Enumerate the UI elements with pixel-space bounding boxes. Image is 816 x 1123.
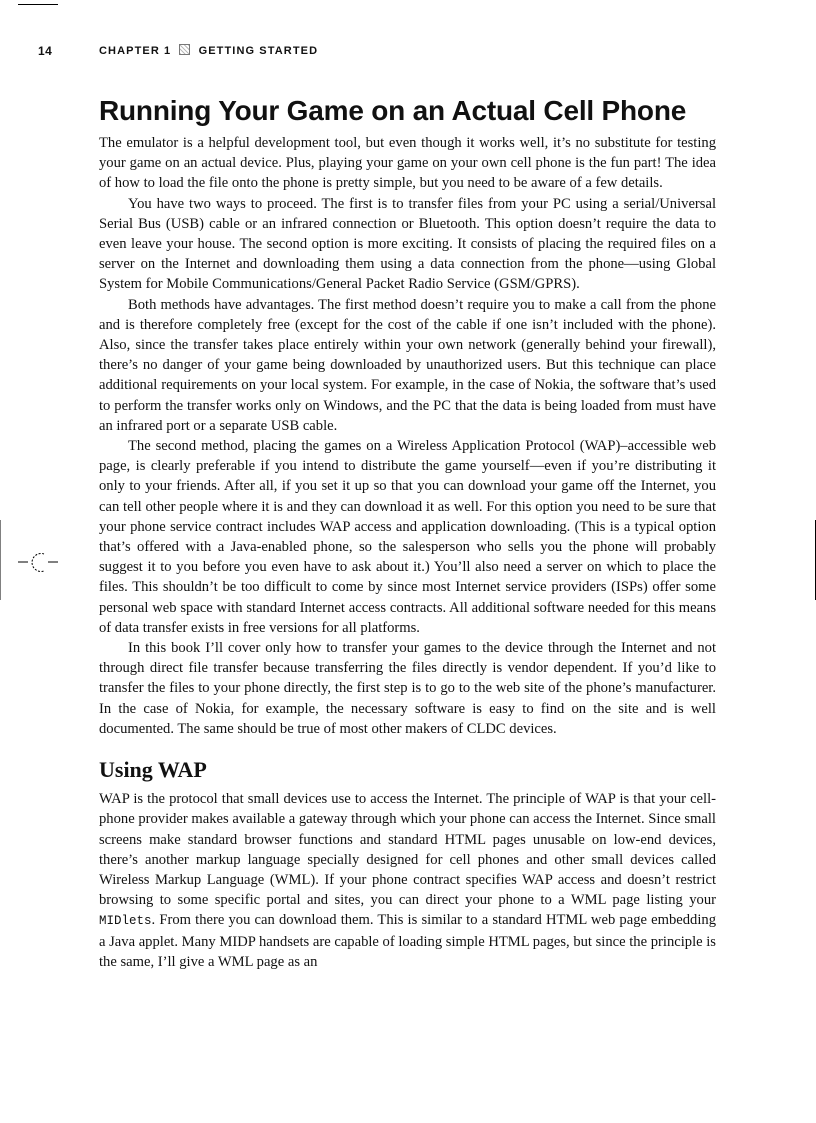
section-heading: Running Your Game on an Actual Cell Phone (99, 95, 687, 126)
running-head (99, 44, 318, 57)
paragraph-text: . From there you can download them. This is similar to a standard HTML web page embedding a Java applet. Many MIDP handsets are capable of loading simple HTML pages, but since the principle is the same, I’ll give a WML page as an (99, 912, 716, 970)
crop-mark-icon (0, 520, 70, 600)
paragraph: In this book I’ll cover only how to transfer your games to the device through the Internet and not through direct file transfer because transferring the files directly is vendor dependent. If you’d like to transfer the files to your phone directly, the first step is to go to the web site of the phone’s manufacturer. In the case of Nokia, for example, the necessary software is easy to find on the site and is well documented. The same should be true of most other makers of CLDC devices. (99, 640, 716, 737)
paragraph: You have two ways to proceed. The first is to transfer files from your PC using a serial/Universal Serial Bus (USB) cable or an infrared connection or Bluetooth. This option doesn’t require the data to even leave your house. The second option is more exciting. It consists of placing the required files on a server on the Internet and downloading them using a data connection from the phone—using Global System for Mobile Communications/General Packet Radio Service (GSM/GPRS). (99, 195, 716, 293)
subsection-heading: Using WAP (99, 757, 207, 783)
code-term: MIDlets (99, 914, 152, 929)
page-body (99, 92, 716, 972)
top-rule (18, 4, 58, 5)
paragraph: Both methods have advantages. The first method doesn’t require you to make a call from the phone and is therefore completely free (except for the cost of the cable if one isn’t included with the phone). Also, since the transfer takes place entirely within your own network (generally behind your firewall), there’s no danger of your game being downloaded by unauthorized users. But this technique can place additional requirements on your local system. For example, in the case of Nokia, the software that’s used to perform the transfer works only on Windows, and the PC that the data is being loaded from must have an infrared port or a separate USB cable. (99, 296, 716, 434)
paragraph: The emulator is a helpful development tool, but even though it works well, it’s no substitute for testing your game on an actual device. Plus, playing your game on your own cell phone is the fun part! The idea of how to load the file onto the phone is pretty simple, but you need to be aware of a few details. (99, 135, 716, 192)
separator-icon (179, 44, 190, 55)
paragraph (99, 789, 716, 972)
paragraph-text: WAP is the protocol that small devices use to access the Internet. The principle of WAP is that your cell-phone provider makes available a gateway through which your phone can access the Internet. Since small screens make standard browser functions and standard HTML pages unusable on low-end devices, there’s another markup language specially designed for cell phones and other small devices called Wireless Markup Language (WML). If your phone contract specifies WAP access and doesn’t restrict browsing to some specific portal and sites, you can direct your phone to a WML page listing your (99, 791, 716, 909)
chapter-label: CHAPTER 1 (99, 45, 172, 57)
paragraph: The second method, placing the games on a Wireless Application Protocol (WAP)–accessible web page, is clearly preferable if you intend to distribute the game yourself—even if you’re distributing it only to your friends. After all, if you set it up so that you can download your game off the Internet, you can tell other people where it is and they can download it as well. For this option you need to be sure that your phone service contract includes WAP access and application downloading. (This is a typical option that’s offered with a Java-enabled phone, so the salesperson who sells you the phone will probably suggest it to you before you even have to ask about it.) You’ll also need a server on which to place the files. This shouldn’t be too difficult to come by since most Internet service providers (ISPs) offer some personal web space with standard Internet access contracts. All additional software needed for this means of data transfer exists in free versions for all platforms. (99, 438, 716, 636)
chapter-title: GETTING STARTED (198, 45, 319, 57)
page-number: 14 (38, 44, 53, 58)
